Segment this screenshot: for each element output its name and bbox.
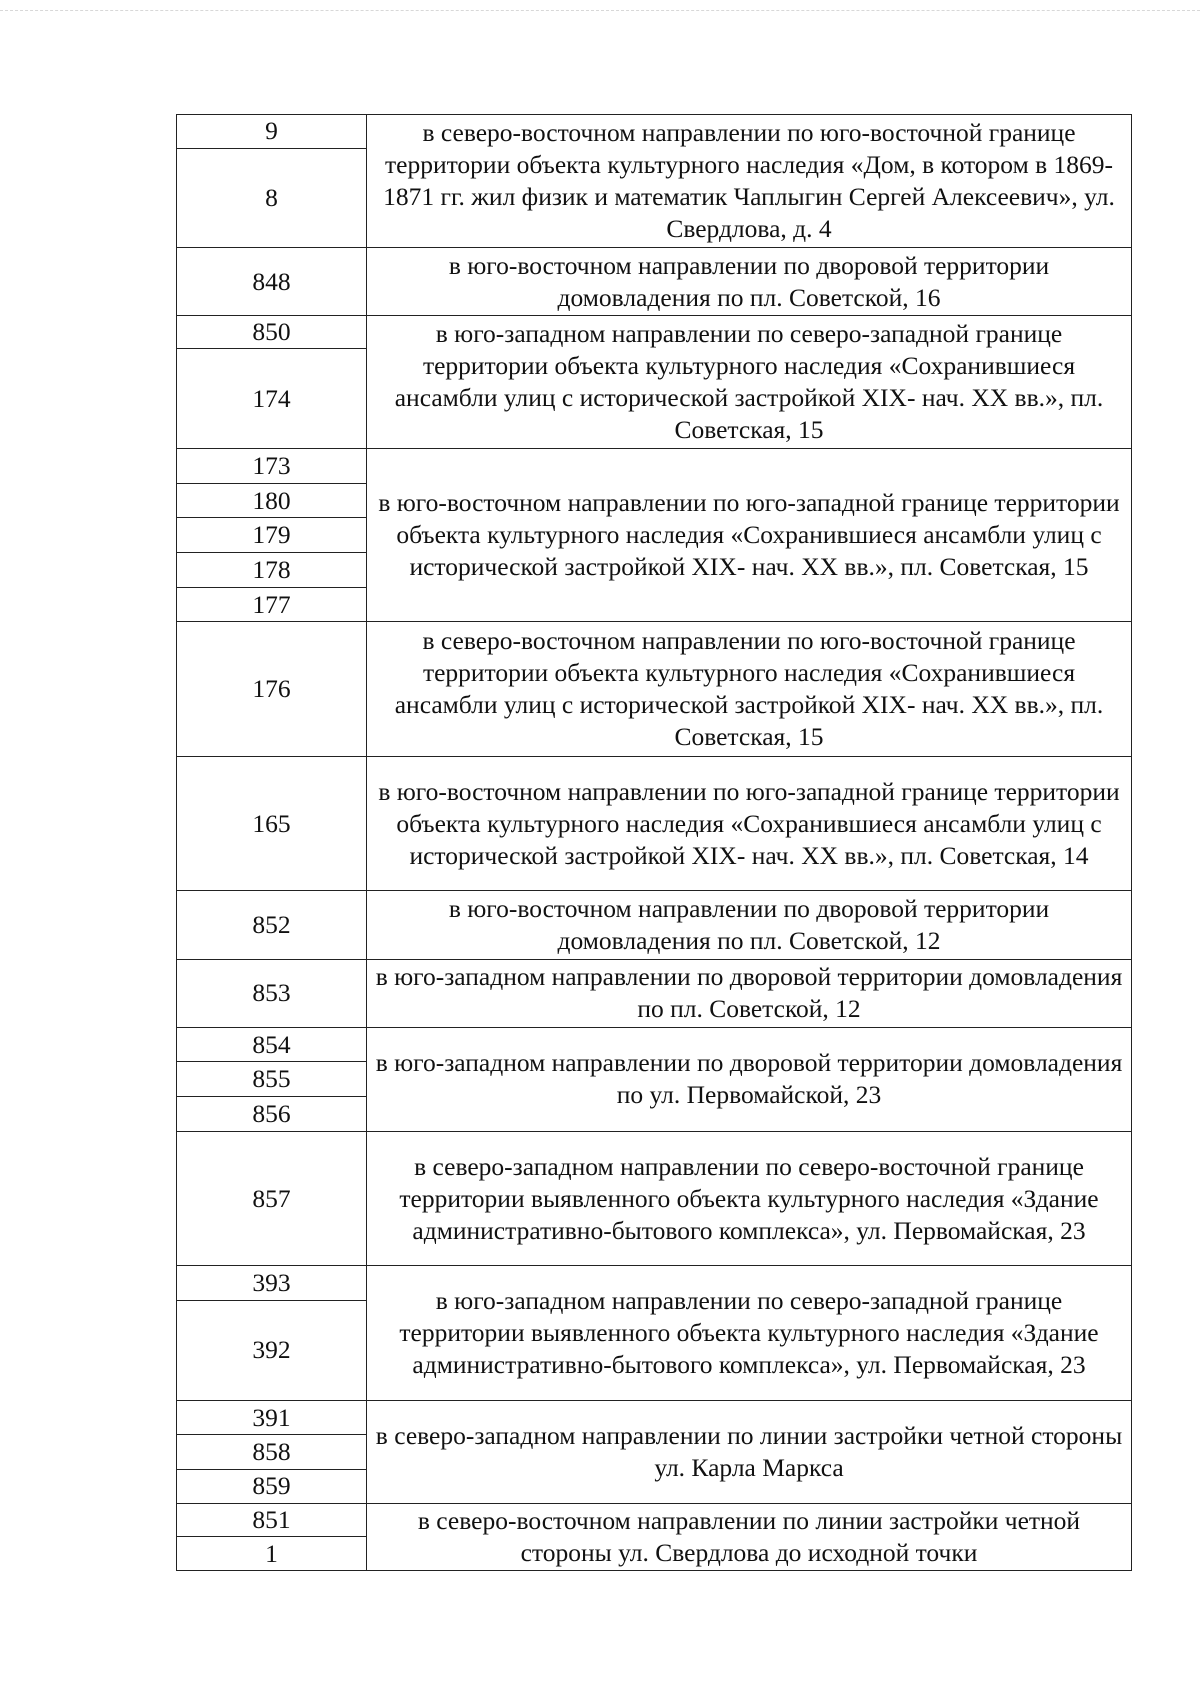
direction-description: в юго-западном направлении по северо-западной границе территории объекта культурного наследия «Сохранившиеся ансамбли улиц с исторической застройкой XIX- нач. XX вв.», пл. Советская, 15 <box>367 315 1132 448</box>
scan-artifact-line <box>0 10 1200 11</box>
point-number: 848 <box>177 248 367 315</box>
point-number: 177 <box>177 587 367 622</box>
point-number: 854 <box>177 1027 367 1062</box>
table-row <box>177 891 1132 959</box>
point-number: 858 <box>177 1435 367 1470</box>
boundary-description-table <box>176 114 1132 1571</box>
table-row <box>177 115 1132 149</box>
direction-description: в северо-восточном направлении по юго-восточной границе территории объекта культурного наследия «Дом, в котором в 1869-1871 гг. жил физик и математик Чаплыгин Сергей Алексеевич», ул. Свердлова, д. 4 <box>367 115 1132 248</box>
direction-description: в юго-восточном направлении по юго-западной границе территории объекта культурного наследия «Сохранившиеся ансамбли улиц с исторической застройкой XIX- нач. XX вв.», пл. Советская, 15 <box>367 449 1132 622</box>
point-number: 393 <box>177 1266 367 1301</box>
table-row <box>177 1266 1132 1301</box>
direction-description: в северо-восточном направлении по юго-восточной границе территории объекта культурного наследия «Сохранившиеся ансамбли улиц с исторической застройкой XIX- нач. XX вв.», пл. Советская, 15 <box>367 622 1132 756</box>
direction-description: в юго-западном направлении по дворовой территории домовладения по пл. Советской, 12 <box>367 959 1132 1027</box>
table-row <box>177 622 1132 756</box>
point-number: 178 <box>177 553 367 588</box>
direction-description: в северо-западном направлении по северо-восточной границе территории выявленного объекта культурного наследия «Здание административно-бытового комплекса», ул. Первомайская, 23 <box>367 1131 1132 1265</box>
direction-description: в северо-западном направлении по линии застройки четной стороны ул. Карла Маркса <box>367 1400 1132 1503</box>
point-number: 853 <box>177 959 367 1027</box>
table-row <box>177 449 1132 484</box>
point-number: 856 <box>177 1097 367 1132</box>
point-number: 1 <box>177 1537 367 1571</box>
point-number: 8 <box>177 148 367 248</box>
point-number: 851 <box>177 1503 367 1537</box>
direction-description: в юго-западном направлении по дворовой территории домовладения по ул. Первомайской, 23 <box>367 1027 1132 1131</box>
table-row <box>177 1503 1132 1537</box>
table-row <box>177 756 1132 890</box>
point-number: 180 <box>177 483 367 518</box>
table-row <box>177 1027 1132 1062</box>
table-row <box>177 1400 1132 1435</box>
table-row <box>177 315 1132 349</box>
direction-description: в юго-восточном направлении по дворовой территории домовладения по пл. Советской, 16 <box>367 248 1132 315</box>
table-row <box>177 959 1132 1027</box>
direction-description: в юго-восточном направлении по дворовой территории домовладения по пл. Советской, 12 <box>367 891 1132 959</box>
point-number: 850 <box>177 315 367 349</box>
point-number: 391 <box>177 1400 367 1435</box>
point-number: 176 <box>177 622 367 756</box>
direction-description: в северо-восточном направлении по линии застройки четной стороны ул. Свердлова до исходной точки <box>367 1503 1132 1570</box>
point-number: 179 <box>177 518 367 553</box>
point-number: 174 <box>177 349 367 449</box>
point-number: 855 <box>177 1062 367 1097</box>
table-row <box>177 248 1132 315</box>
table-row <box>177 1131 1132 1265</box>
point-number: 165 <box>177 756 367 890</box>
direction-description: в юго-западном направлении по северо-западной границе территории выявленного объекта культурного наследия «Здание административно-бытового комплекса», ул. Первомайская, 23 <box>367 1266 1132 1400</box>
point-number: 392 <box>177 1300 367 1400</box>
point-number: 857 <box>177 1131 367 1265</box>
point-number: 852 <box>177 891 367 959</box>
point-number: 9 <box>177 115 367 149</box>
point-number: 173 <box>177 449 367 484</box>
point-number: 859 <box>177 1470 367 1504</box>
direction-description: в юго-восточном направлении по юго-западной границе территории объекта культурного наследия «Сохранившиеся ансамбли улиц с исторической застройкой XIX- нач. XX вв.», пл. Советская, 14 <box>367 756 1132 890</box>
